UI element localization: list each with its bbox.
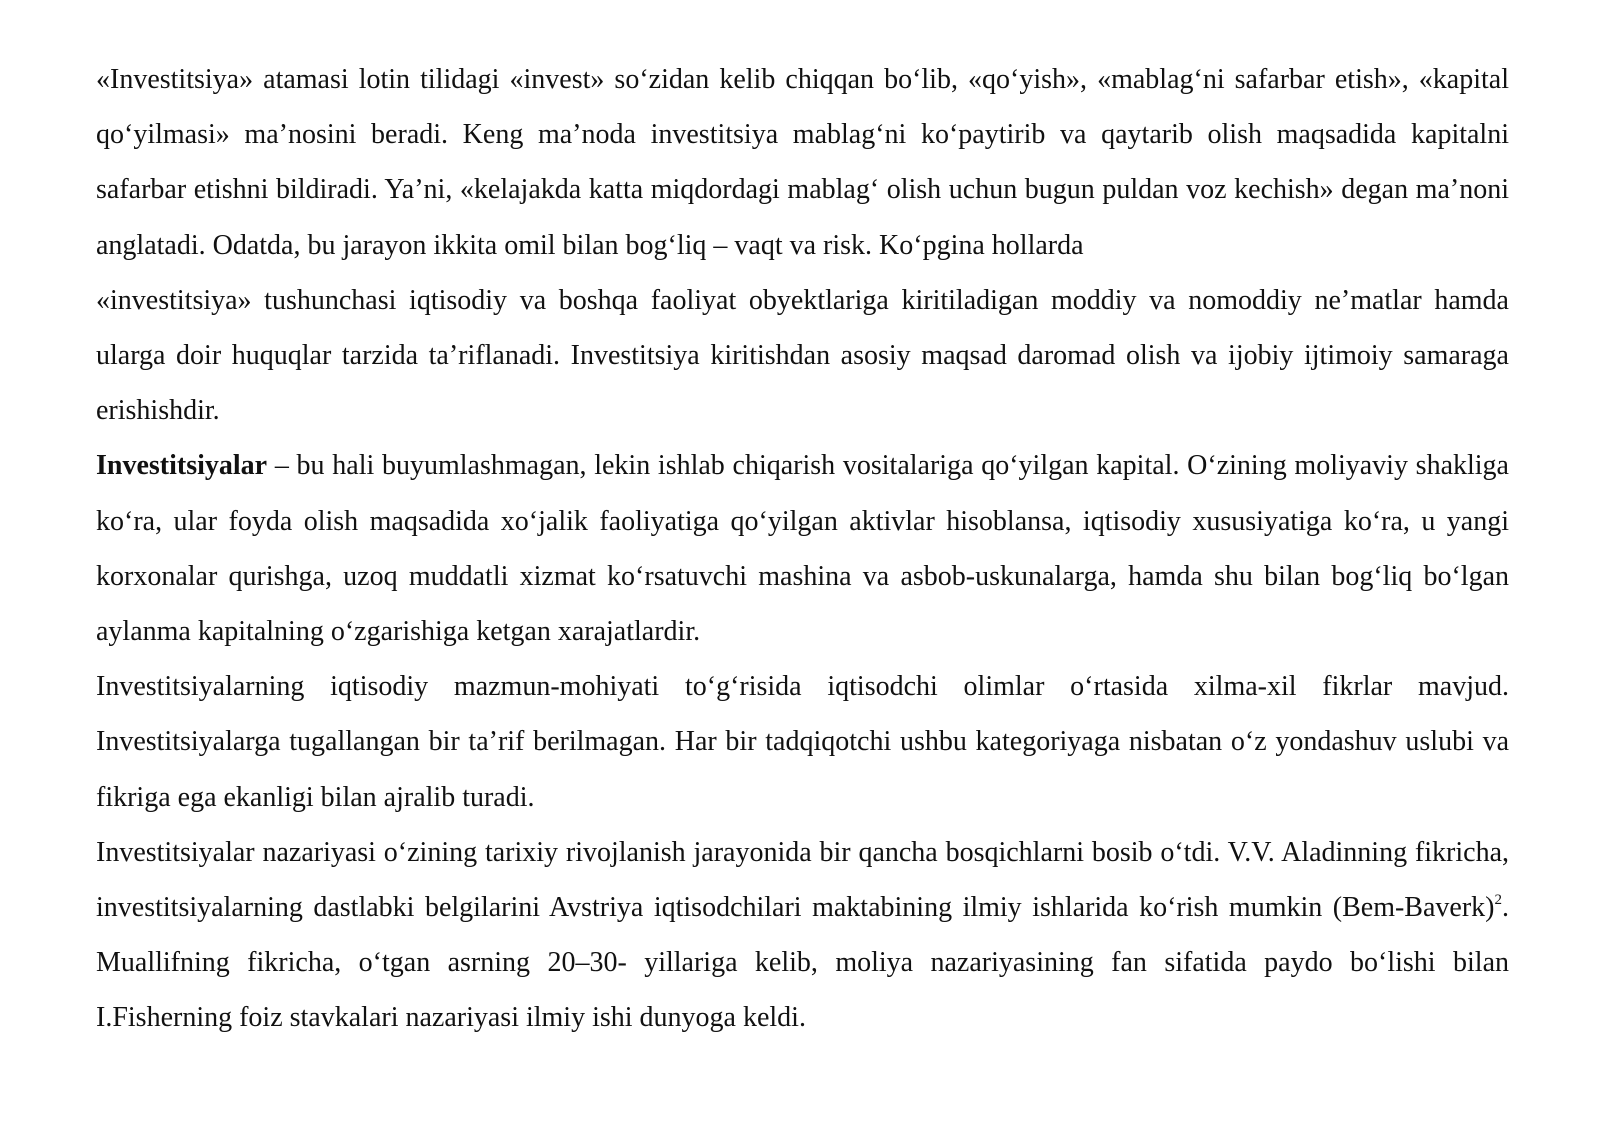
paragraph-3-text: – bu hali buyumlashmagan, lekin ishlab chiqarish vositalariga qo‘yilgan kapital. O‘zining moliyaviy shakliga ko‘ra, ular foyda olish maqsadida xo‘jalik faoliyatiga qo‘yilgan aktivlar hisoblansa, iqtisodiy xususiyatiga ko‘ra, u yangi korxonalar qurishga, uzoq muddatli xizmat ko‘rsatuvchi mashina va asbob-uskunalarga, hamda shu bilan bog‘liq bo‘lgan aylanma kapitalning o‘zgarishiga ketgan xarajatlardir.	[96, 450, 1509, 648]
paragraph-4-text: Investitsiyalarning iqtisodiy mazmun-mohiyati to‘g‘risida iqtisodchi olimlar o‘rtasida xilma-xil fikrlar mavjud. Investitsiyalarga tugallangan bir ta’rif berilmagan. Har bir tadqiqotchi ushbu kategoriyaga nisbatan o‘z yondashuv uslubi va fikriga ega ekanligi bilan ajralib turadi.	[96, 671, 1509, 813]
paragraph-5-text-before: Investitsiyalar nazariyasi o‘zining tarixiy rivojlanish jarayonida bir qancha bosqichlarni bosib o‘tdi. V.V. Aladinning fikricha, investitsiyalarning dastlabki belgilarini Avstriya iqtisodchilari maktabining ilmiy ishlarida ko‘rish mumkin (Bem-Baverk)	[96, 836, 1509, 924]
document-page	[96, 52, 1509, 1046]
paragraph-2	[96, 273, 1509, 439]
paragraph-3	[96, 438, 1509, 659]
paragraph-1	[96, 52, 1509, 273]
definition-term: Investitsiyalar	[96, 450, 268, 482]
paragraph-2-text: «investitsiya» tushunchasi iqtisodiy va boshqa faoliyat obyektlariga kiritiladigan moddiy va nomoddiy ne’matlar hamda ularga doir huquqlar tarzida ta’riflanadi. Investitsiya kiritishdan asosiy maqsad daromad olish va ijobiy ijtimoiy samaraga erishishdir.	[96, 284, 1509, 427]
footnote-reference[interactable]: 2	[1494, 891, 1502, 908]
paragraph-4	[96, 659, 1509, 825]
paragraph-5-text-after: . Muallifning fikricha, o‘tgan asrning 20–30- yillariga kelib, moliya nazariyasining fan sifatida paydo bo‘lishi bilan I.Fisherning foiz stavkalari nazariyasi ilmiy ishi dunyoga keldi.	[96, 892, 1509, 1034]
paragraph-5	[96, 825, 1509, 1046]
paragraph-1-text: «Investitsiya» atamasi lotin tilidagi «invest» so‘zidan kelib chiqqan bo‘lib, «qo‘yish», «mablag‘ni safarbar etish», «kapital qo‘yilmasi» ma’nosini beradi. Keng ma’noda investitsiya mablag‘ni ko‘paytirib va qaytarib olish maqsadida kapitalni safarbar etishni bildiradi. Ya’ni, «kelajakda katta miqdordagi mablag‘ olish uchun bugun puldan voz kechish» degan ma’noni anglatadi. Odatda, bu jarayon ikkita omil bilan bog‘liq – vaqt va risk. Ko‘pgina hollarda	[96, 64, 1509, 261]
